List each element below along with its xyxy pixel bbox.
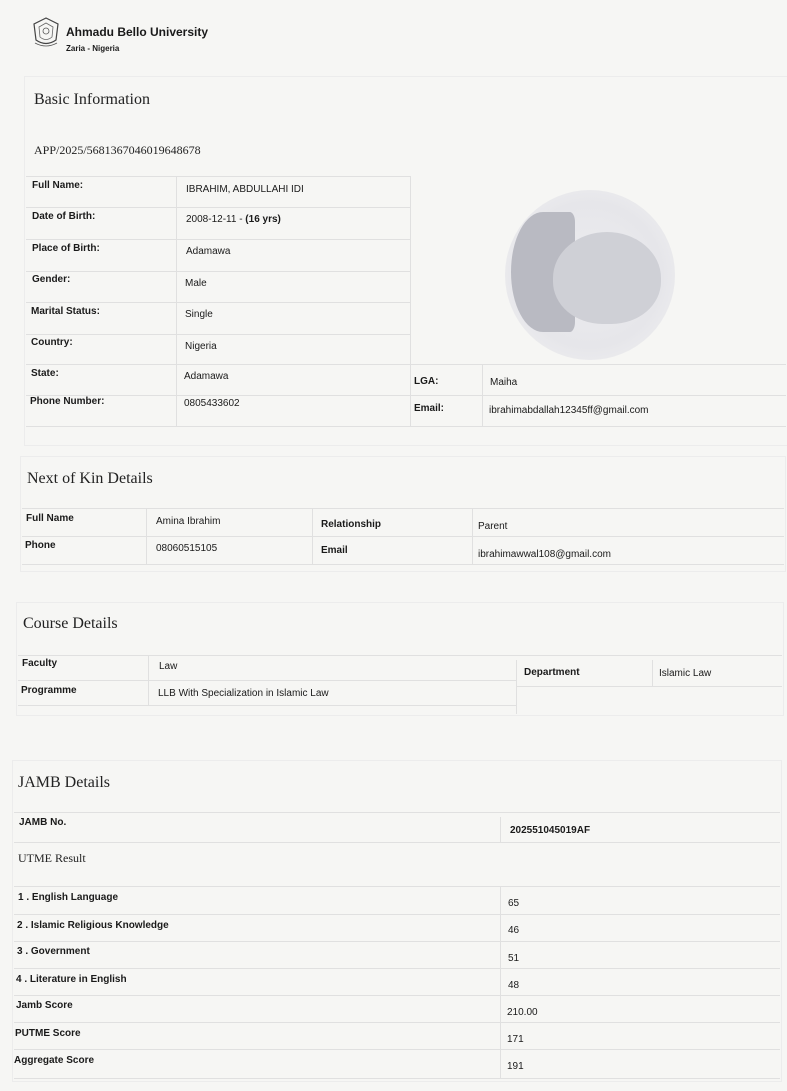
aggregate-score-label: Aggregate Score [14,1055,95,1066]
gender-label: Gender: [32,274,71,285]
department-label: Department [524,667,580,678]
lga-label: LGA: [414,376,439,387]
kin-name-value: Amina Ibrahim [156,516,221,527]
basic-info-title: Basic Information [34,91,150,108]
faculty-value: Law [159,661,178,672]
kin-name-label: Full Name [26,513,74,524]
course-panel [16,602,784,716]
lga-value: Maiha [490,377,518,388]
email-value: ibrahimabdallah12345ff@gmail.com [489,405,649,416]
department-value: Islamic Law [659,668,712,679]
state-label: State: [31,368,59,379]
kin-relationship-value: Parent [478,521,508,532]
jamb-no-label: JAMB No. [19,817,67,828]
kin-email-label: Email [321,545,348,556]
full-name-value: IBRAHIM, ABDULLAHI IDI [186,184,304,195]
university-location: Zaria - Nigeria [66,44,120,53]
pob-label: Place of Birth: [32,243,100,254]
jamb-score-value: 210.00 [507,1007,538,1018]
email-label: Email: [414,403,445,414]
jamb-no-value: 202551045019AF [510,825,591,836]
kin-phone-value: 08060515105 [156,543,218,554]
kin-email-value: ibrahimawwal108@gmail.com [478,549,611,560]
putme-score-label: PUTME Score [15,1028,81,1039]
jamb-title: JAMB Details [18,774,110,791]
subject-score: 51 [508,953,520,964]
subject-name: 1 . English Language [18,892,119,903]
application-number: APP/2025/5681367046019648678 [34,143,201,157]
university-name: Ahmadu Bello University [66,25,209,39]
dob-label: Date of Birth: [32,211,96,222]
university-crest-icon [32,16,60,48]
age-value: (16 yrs) [245,214,281,225]
gender-value: Male [185,278,207,289]
dob-value: 2008-12-11 - (16 yrs) [186,214,281,225]
jamb-score-label: Jamb Score [16,1000,73,1011]
full-name-label: Full Name: [32,180,84,191]
country-value: Nigeria [185,341,217,352]
subject-score: 65 [508,898,520,909]
putme-score-value: 171 [507,1034,524,1045]
faculty-label: Faculty [22,658,58,669]
kin-title: Next of Kin Details [27,470,153,487]
phone-label: Phone Number: [30,396,105,407]
subject-score: 48 [508,980,520,991]
country-label: Country: [31,337,73,348]
utme-result-label: UTME Result [18,851,86,865]
photo-head [553,232,661,324]
applicant-photo [505,190,675,360]
aggregate-score-value: 191 [507,1061,524,1072]
subject-score: 46 [508,925,520,936]
subject-name: 4 . Literature in English [16,974,127,985]
marital-status-value: Single [185,309,213,320]
marital-status-label: Marital Status: [31,306,100,317]
programme-value: LLB With Specialization in Islamic Law [158,688,329,699]
state-value: Adamawa [184,371,229,382]
subject-name: 2 . Islamic Religious Knowledge [17,920,169,931]
subject-name: 3 . Government [17,946,90,957]
kin-relationship-label: Relationship [321,519,382,530]
phone-value: 0805433602 [184,398,240,409]
kin-phone-label: Phone [25,540,56,551]
course-title: Course Details [23,615,118,632]
programme-label: Programme [21,685,77,696]
pob-value: Adamawa [186,246,231,257]
